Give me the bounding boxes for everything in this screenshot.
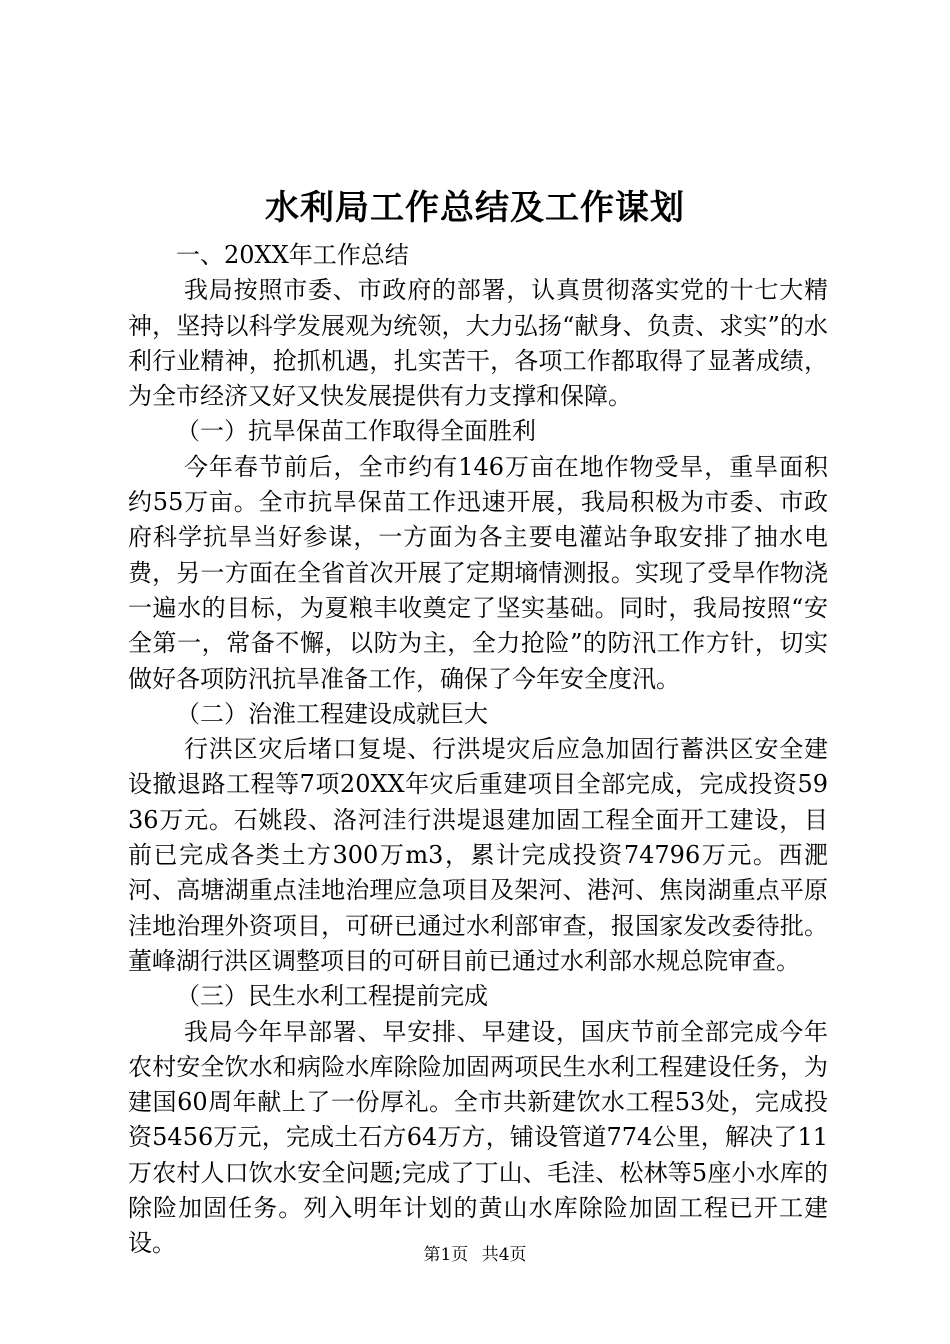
section-paragraph-huai-river: 行洪区灾后堵口复堤、行洪堤灾后应急加固行蓄洪区安全建设撤退路工程等7项20XX年灾后重建项目全部完成，完成投资5936万元。石姚段、洛河洼行洪堤退建加固工程全面开工建设，目前已完成各类土方300万m3，累计完成投资74796万元。西淝河、高塘湖重点洼地治理应急项目及架河、港河、焦岗湖重点平原洼地治理外资项目，可研已通过水利部审查，报国家发改委待批。董峰湖行洪区调整项目的可研目前已通过水利部水规总院审查。	[128, 735, 828, 975]
section-heading-drought: （一）抗旱保苗工作取得全面胜利	[176, 417, 536, 446]
section-paragraph-summary: 我局按照市委、市政府的部署，认真贯彻落实党的十七大精神，坚持以科学发展观为统领，大力弘扬“献身、负责、求实”的水利行业精神，抢抓机遇，扎实苦干，各项工作都取得了显著成绩，为全市经济又好又快发展提供有力支撑和保障。	[128, 276, 828, 411]
section-heading-livelihood: （三）民生水利工程提前完成	[176, 982, 488, 1011]
document-title: 水利局工作总结及工作谋划	[265, 188, 685, 228]
section-heading-huai-river: （二）治淮工程建设成就巨大	[176, 699, 488, 728]
page-number: 第1页	[423, 1245, 469, 1265]
section-heading-summary: 一、20XX年工作总结	[176, 241, 409, 269]
document-body	[128, 238, 828, 1262]
page-total: 共4页	[481, 1245, 527, 1265]
section-paragraph-drought: 今年春节前后，全市约有146万亩在地作物受旱，重旱面积约55万亩。全市抗旱保苗工作迅速开展，我局积极为市委、市政府科学抗旱当好参谋，一方面为各主要电灌站争取安排了抽水电费，另一方面在全省首次开展了定期墒情测报。实现了受旱作物浇一遍水的目标，为夏粮丰收奠定了坚实基础。同时，我局按照“安全第一，常备不懈，以防为主，全力抢险”的防汛工作方针，切实做好各项防汛抗旱准备工作，确保了今年安全度汛。	[128, 452, 828, 693]
page-footer	[0, 1243, 950, 1267]
section-paragraph-livelihood: 我局今年早部署、早安排、早建设，国庆节前全部完成今年农村安全饮水和病险水库除险加固两项民生水利工程建设任务，为建国60周年献上了一份厚礼。全市共新建饮水工程53处，完成投资5456万元，完成土石方64万方，铺设管道774公里，解决了11万农村人口饮水安全问题;完成了丁山、毛洼、松林等5座小水库的除险加固任务。列入明年计划的黄山水库除险加固工程已开工建设。	[128, 1017, 828, 1258]
